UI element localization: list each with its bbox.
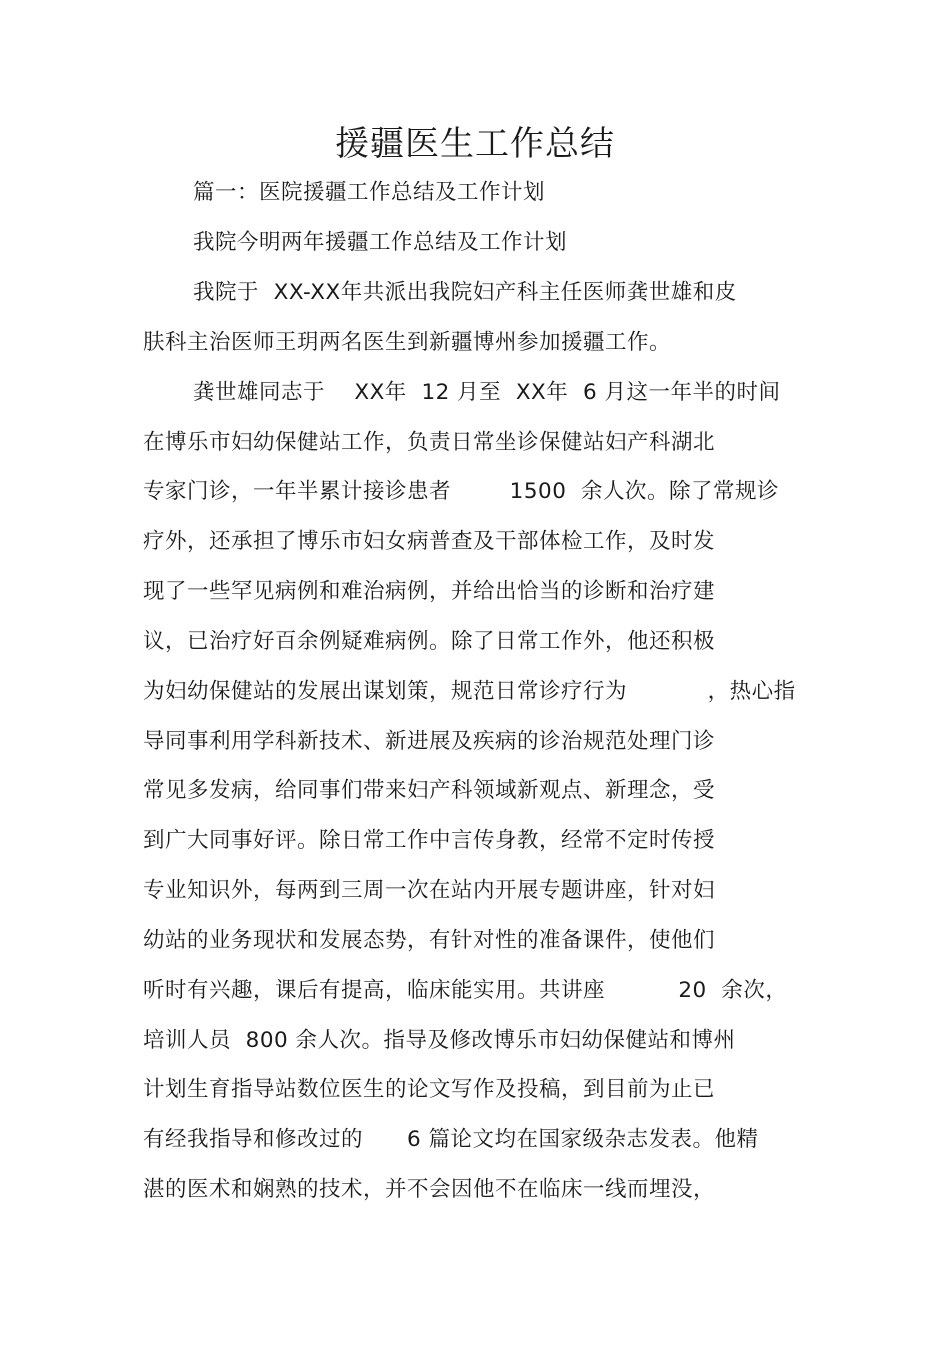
paragraph-line: 龚世雄同志于 XX年 12 月至 XX年 6 月这一年半的时间 — [193, 380, 781, 405]
paragraph-line: 到广大同事好评。除日常工作中言传身教，经常不定时传授 — [143, 828, 716, 853]
paragraph-line: 导同事利用学科新技术、新进展及疾病的诊治规范处理门诊 — [143, 729, 716, 754]
paragraph-line: 现了一些罕见病例和难治病例，并给出恰当的诊断和治疗建 — [143, 579, 716, 604]
paragraph-line: 议，已治疗好百余例疑难病例。除了日常工作外，他还积极 — [143, 629, 716, 654]
paragraph-line: 常见多发病，给同事们带来妇产科领域新观点、新理念，受 — [143, 778, 716, 803]
document-title: 援疆医生工作总结 — [335, 124, 615, 164]
paragraph-line: 有经我指导和修改过的 6 篇论文均在国家级杂志发表。他精 — [143, 1127, 759, 1152]
paragraph-line: 肤科主治医师王玥两名医生到新疆博州参加援疆工作。 — [143, 330, 672, 355]
paragraph-line: 为妇幼保健站的发展出谋划策，规范日常诊疗行为 ，热心指 — [143, 679, 796, 704]
paragraph-line: 幼站的业务现状和发展态势，有针对性的准备课件，使他们 — [143, 928, 716, 953]
paragraph-line: 疗外，还承担了博乐市妇女病普查及干部体检工作，及时发 — [143, 529, 716, 554]
paragraph-line: 专家门诊，一年半累计接诊患者 1500 余人次。除了常规诊 — [143, 479, 780, 504]
paragraph-line: 在博乐市妇幼保健站工作，负责日常坐诊保健站妇产科湖北 — [143, 430, 716, 455]
paragraph-line: 培训人员 800 余人次。指导及修改博乐市妇幼保健站和博州 — [143, 1028, 736, 1053]
paragraph-line: 计划生育指导站数位医生的论文写作及投稿，到目前为止已 — [143, 1077, 716, 1102]
paragraph-line: 专业知识外，每两到三周一次在站内开展专题讲座，针对妇 — [143, 878, 716, 903]
paragraph-line: 听时有兴趣，课后有提高，临床能实用。共讲座 20 余次， — [143, 978, 788, 1003]
plan-heading: 我院今明两年援疆工作总结及工作计划 — [193, 230, 568, 255]
section-heading: 篇一：医院援疆工作总结及工作计划 — [193, 180, 546, 205]
paragraph-line: 湛的医术和娴熟的技术，并不会因他不在临床一线而埋没， — [143, 1177, 716, 1202]
paragraph-line: 我院于 XX-XX年共派出我院妇产科主任医师龚世雄和皮 — [193, 280, 737, 305]
